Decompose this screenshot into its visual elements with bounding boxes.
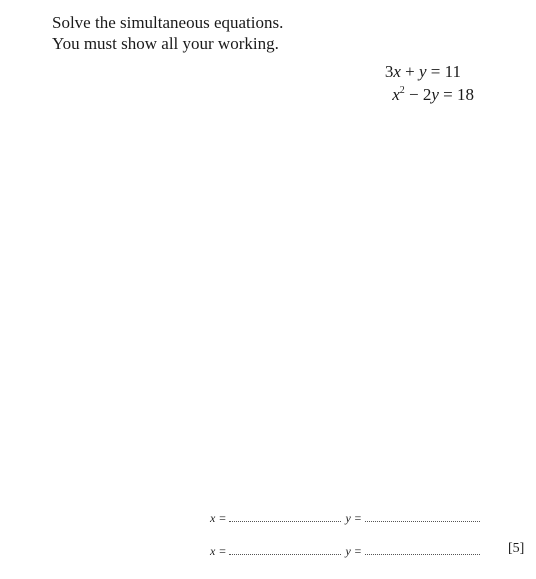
marks-label: [5] xyxy=(508,541,525,556)
x-answer-field-2[interactable] xyxy=(229,552,341,555)
instruction-line-2: You must show all your working. xyxy=(52,34,279,53)
instruction-line-1: Solve the simultaneous equations. xyxy=(52,13,284,32)
equation-system xyxy=(364,60,474,106)
y-label-1: y = xyxy=(345,511,362,525)
question-instructions xyxy=(52,12,283,54)
y-answer-field-2[interactable] xyxy=(365,552,480,555)
x-label-1: x = xyxy=(210,511,227,525)
x-label-2: x = xyxy=(210,544,227,558)
equation-2: $x^2 - 2y = 18$ xyxy=(392,85,474,104)
y-label-2: y = xyxy=(345,544,362,558)
y-answer-field-1[interactable] xyxy=(365,519,480,522)
answer-row-1 xyxy=(210,511,480,527)
answer-row-2 xyxy=(210,544,480,560)
equation-1: 3x + y = 11 xyxy=(384,62,461,81)
x-answer-field-1[interactable] xyxy=(229,519,341,522)
